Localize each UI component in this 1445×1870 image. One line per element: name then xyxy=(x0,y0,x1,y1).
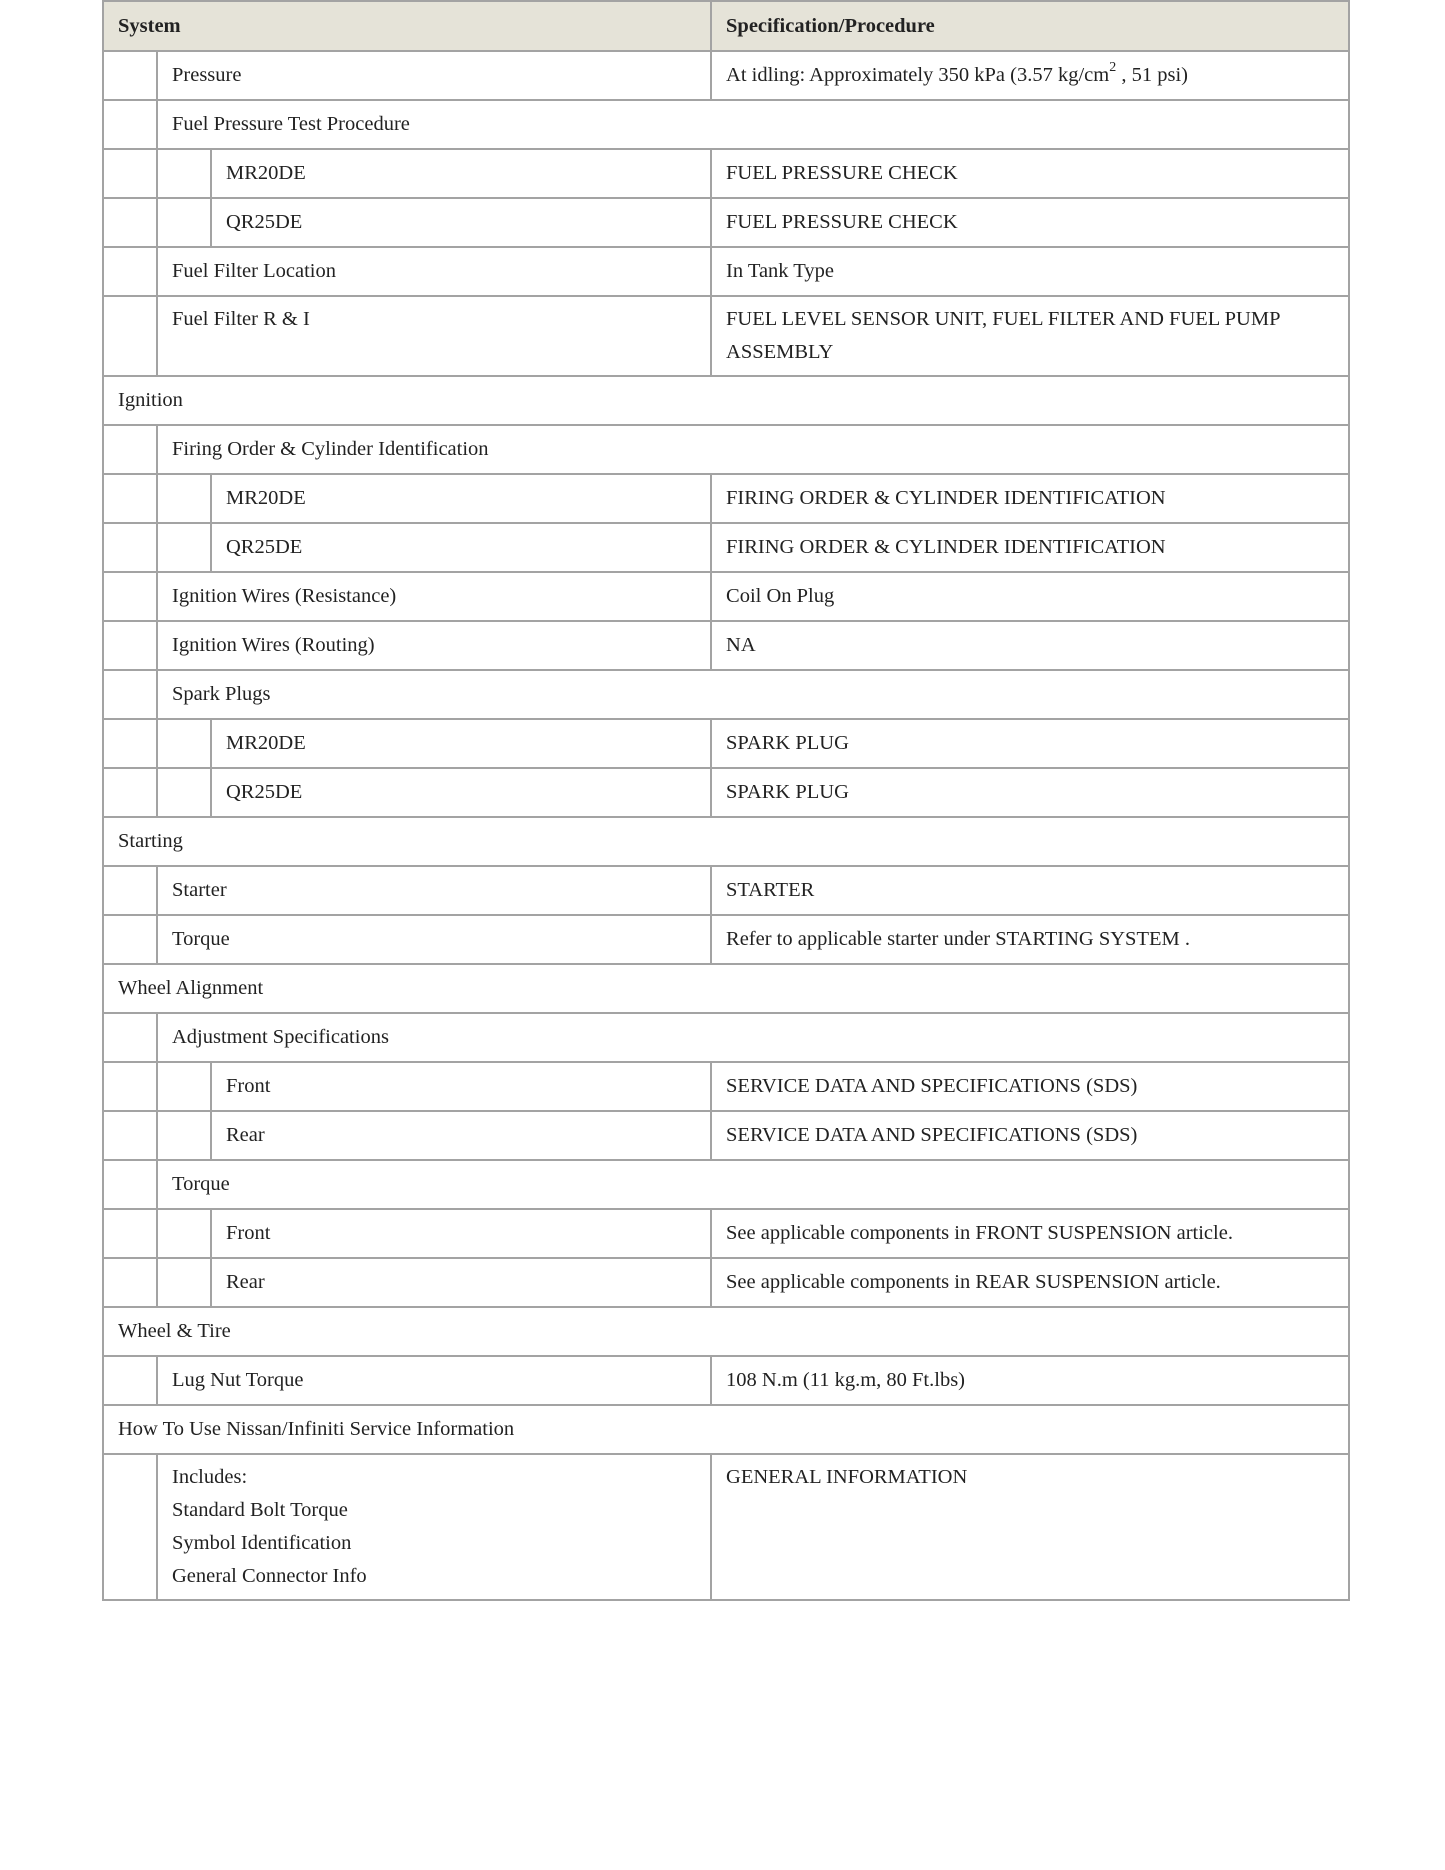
table-row xyxy=(103,1454,1349,1600)
includes-line: Standard Bolt Torque xyxy=(172,1499,348,1521)
table-row xyxy=(103,247,1349,296)
table-row xyxy=(103,1307,1349,1356)
row-label: Front xyxy=(211,1209,711,1258)
table-row xyxy=(103,719,1349,768)
row-value: NA xyxy=(711,621,1349,670)
table-row xyxy=(103,572,1349,621)
table-row xyxy=(103,670,1349,719)
table-row xyxy=(103,621,1349,670)
table-row xyxy=(103,1062,1349,1111)
row-label: Ignition Wires (Resistance) xyxy=(157,572,711,621)
table-row xyxy=(103,198,1349,247)
table-row xyxy=(103,376,1349,425)
row-label: Ignition Wires (Routing) xyxy=(157,621,711,670)
row-value: See applicable components in REAR SUSPENSION article. xyxy=(711,1258,1349,1307)
table-row xyxy=(103,768,1349,817)
subsection-heading: Fuel Pressure Test Procedure xyxy=(157,100,1349,149)
table-row xyxy=(103,523,1349,572)
table-row xyxy=(103,1160,1349,1209)
table-row xyxy=(103,1405,1349,1454)
specification-table xyxy=(102,0,1350,1601)
subsection-heading: Adjustment Specifications xyxy=(157,1013,1349,1062)
table-row xyxy=(103,296,1349,376)
header-spec: Specification/Procedure xyxy=(711,1,1349,51)
row-value: STARTER xyxy=(711,866,1349,915)
row-label: Lug Nut Torque xyxy=(157,1356,711,1405)
table-row xyxy=(103,1356,1349,1405)
row-label: MR20DE xyxy=(211,474,711,523)
table-row xyxy=(103,964,1349,1013)
header-system: System xyxy=(103,1,711,51)
row-value: FIRING ORDER & CYLINDER IDENTIFICATION xyxy=(711,523,1349,572)
row-value: Coil On Plug xyxy=(711,572,1349,621)
row-value: FUEL LEVEL SENSOR UNIT, FUEL FILTER AND FUEL PUMP ASSEMBLY xyxy=(711,296,1349,376)
subsection-heading: Torque xyxy=(157,1160,1349,1209)
row-value: FUEL PRESSURE CHECK xyxy=(711,149,1349,198)
table-row xyxy=(103,1209,1349,1258)
row-label: Rear xyxy=(211,1111,711,1160)
row-value: See applicable components in FRONT SUSPENSION article. xyxy=(711,1209,1349,1258)
table-row xyxy=(103,1258,1349,1307)
row-label: Fuel Filter R & I xyxy=(157,296,711,376)
table-row xyxy=(103,915,1349,964)
row-label: QR25DE xyxy=(211,768,711,817)
table-row xyxy=(103,51,1349,100)
row-value: In Tank Type xyxy=(711,247,1349,296)
table-row xyxy=(103,474,1349,523)
table-row xyxy=(103,1111,1349,1160)
subsection-heading: Spark Plugs xyxy=(157,670,1349,719)
table-row xyxy=(103,149,1349,198)
row-label: MR20DE xyxy=(211,149,711,198)
row-label: MR20DE xyxy=(211,719,711,768)
row-value: SPARK PLUG xyxy=(711,719,1349,768)
table-row xyxy=(103,866,1349,915)
table-header-row xyxy=(103,1,1349,51)
section-heading: How To Use Nissan/Infiniti Service Information xyxy=(103,1405,1349,1454)
row-value: FIRING ORDER & CYLINDER IDENTIFICATION xyxy=(711,474,1349,523)
row-value: At idling: Approximately 350 kPa (3.57 $kg/cm^2$ , 51 psi) xyxy=(711,51,1349,100)
row-value: SERVICE DATA AND SPECIFICATIONS (SDS) xyxy=(711,1111,1349,1160)
table-row xyxy=(103,817,1349,866)
section-heading: Wheel Alignment xyxy=(103,964,1349,1013)
row-value: FUEL PRESSURE CHECK xyxy=(711,198,1349,247)
row-label xyxy=(157,1454,711,1600)
row-label: Pressure xyxy=(157,51,711,100)
row-label: QR25DE xyxy=(211,523,711,572)
section-heading: Starting xyxy=(103,817,1349,866)
row-value: SERVICE DATA AND SPECIFICATIONS (SDS) xyxy=(711,1062,1349,1111)
row-value: SPARK PLUG xyxy=(711,768,1349,817)
table-row xyxy=(103,100,1349,149)
table-row xyxy=(103,425,1349,474)
row-label: Torque xyxy=(157,915,711,964)
row-label: Rear xyxy=(211,1258,711,1307)
section-heading: Ignition xyxy=(103,376,1349,425)
table-row xyxy=(103,1013,1349,1062)
row-label: Fuel Filter Location xyxy=(157,247,711,296)
row-label: Front xyxy=(211,1062,711,1111)
row-value: Refer to applicable starter under STARTING SYSTEM . xyxy=(711,915,1349,964)
row-value: 108 N.m (11 kg.m, 80 Ft.lbs) xyxy=(711,1356,1349,1405)
includes-line: Includes: xyxy=(172,1466,248,1488)
includes-line: Symbol Identification xyxy=(172,1532,352,1554)
row-label: QR25DE xyxy=(211,198,711,247)
section-heading: Wheel & Tire xyxy=(103,1307,1349,1356)
subsection-heading: Firing Order & Cylinder Identification xyxy=(157,425,1349,474)
row-value: GENERAL INFORMATION xyxy=(711,1454,1349,1600)
row-label: Starter xyxy=(157,866,711,915)
includes-line: General Connector Info xyxy=(172,1565,367,1587)
